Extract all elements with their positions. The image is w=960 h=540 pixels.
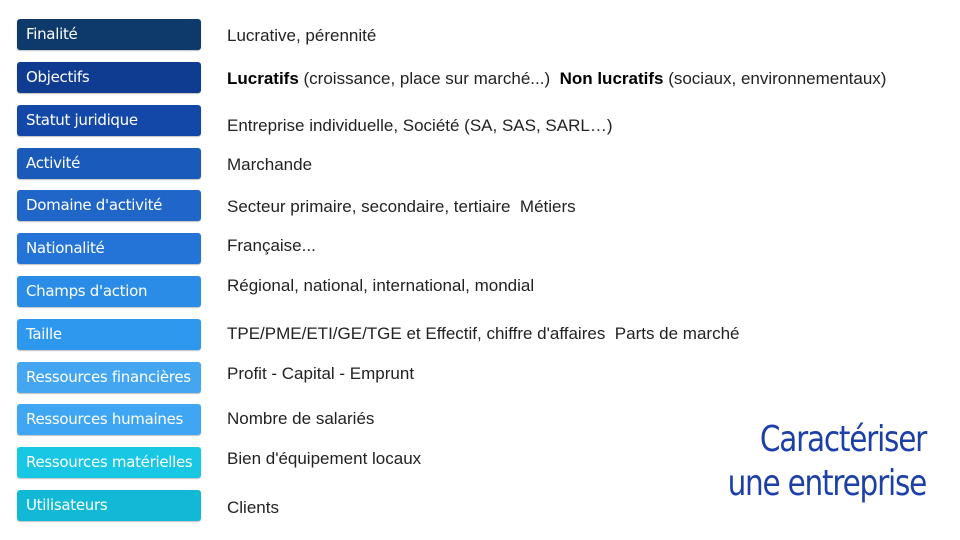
text-lucratifs: (croissance, place sur marché...) bbox=[298, 69, 560, 88]
desc-objectifs bbox=[227, 62, 886, 93]
text-non-lucratifs: (sociaux, environnementaux) bbox=[663, 69, 887, 88]
bold-lucratifs: Lucratifs bbox=[227, 69, 299, 88]
label-ressources-humaines: Ressources humaines bbox=[17, 404, 201, 435]
desc-ressources-financieres: Profit - Capital - Emprunt bbox=[227, 364, 415, 383]
desc-utilisateurs: Clients bbox=[227, 498, 279, 517]
desc-activite: Marchande bbox=[227, 155, 313, 174]
row-finalite bbox=[0, 19, 960, 51]
row-domaine-activite bbox=[0, 190, 960, 222]
label-utilisateurs: Utilisateurs bbox=[17, 490, 201, 521]
label-statut-juridique: Statut juridique bbox=[17, 105, 201, 136]
row-taille bbox=[0, 319, 960, 351]
desc-finalite: Lucrative, pérennité bbox=[227, 26, 377, 45]
desc-ressources-humaines: Nombre de salariés bbox=[227, 409, 375, 428]
bold-non-lucratifs: Non lucratifs bbox=[559, 69, 664, 88]
label-ressources-financieres: Ressources financières bbox=[17, 362, 201, 393]
label-domaine-activite: Domaine d'activité bbox=[17, 190, 201, 221]
row-activite bbox=[0, 148, 960, 180]
row-champs-action bbox=[0, 276, 960, 308]
label-activite: Activité bbox=[17, 148, 201, 179]
desc-statut-juridique: Entreprise individuelle, Société (SA, SAS, SARL…) bbox=[227, 116, 613, 135]
desc-nationalite: Française... bbox=[227, 236, 316, 255]
row-statut-juridique bbox=[0, 105, 960, 137]
row-nationalite bbox=[0, 233, 960, 265]
slide-title-line2: une entreprise bbox=[727, 463, 926, 504]
label-ressources-materielles: Ressources matérielles bbox=[17, 447, 201, 478]
label-champs-action: Champs d'action bbox=[17, 276, 201, 307]
desc-taille: TPE/PME/ETI/GE/TGE et Effectif, chiffre d'affaires Parts de marché bbox=[227, 324, 740, 343]
slide-title bbox=[728, 418, 926, 506]
slide-title-line1: Caractériser bbox=[759, 419, 926, 460]
row-objectifs bbox=[0, 62, 960, 94]
label-objectifs: Objectifs bbox=[17, 62, 201, 93]
desc-domaine-activite: Secteur primaire, secondaire, tertiaire Métiers bbox=[227, 197, 576, 216]
label-finalite: Finalité bbox=[17, 19, 201, 50]
desc-champs-action: Régional, national, international, mondial bbox=[227, 276, 535, 295]
row-ressources-financieres bbox=[0, 362, 960, 394]
label-taille: Taille bbox=[17, 319, 201, 350]
label-nationalite: Nationalité bbox=[17, 233, 201, 264]
desc-ressources-materielles: Bien d'équipement locaux bbox=[227, 449, 422, 468]
